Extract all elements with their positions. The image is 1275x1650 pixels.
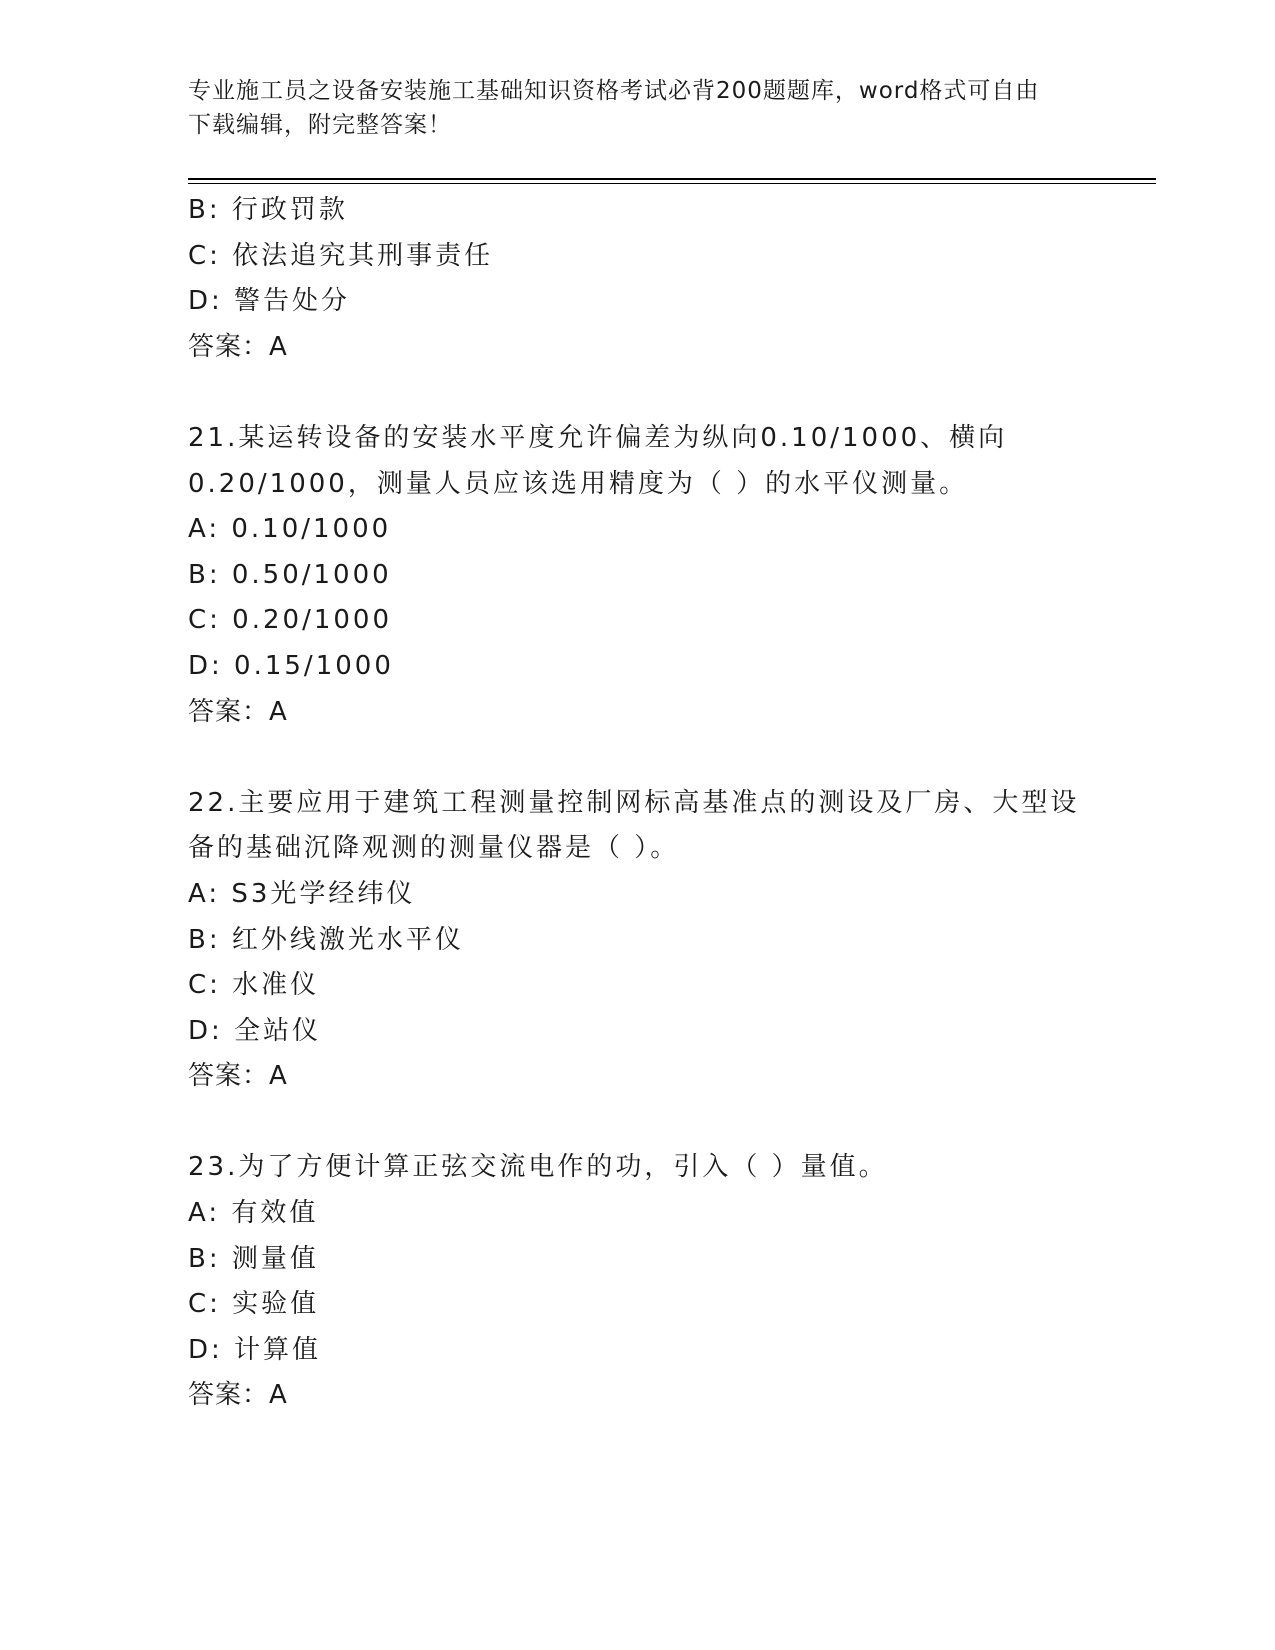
option-d: D: 计算值 xyxy=(188,1334,322,1365)
question-stem-line: 23.为了方便计算正弦交流电作的功，引入（ ）量值。 xyxy=(188,1152,888,1183)
question-23 xyxy=(188,1145,1108,1419)
option-a: A: S3光学经纬仪 xyxy=(188,878,416,909)
option-d: D: 警告处分 xyxy=(188,286,351,317)
header-rule-thin xyxy=(188,183,1156,184)
answer-line: 答案：A xyxy=(188,331,288,362)
option-b: B: 红外线激光水平仪 xyxy=(188,924,464,955)
option-b: B: 行政罚款 xyxy=(188,195,348,225)
option-c: C: 依法追究其刑事责任 xyxy=(188,240,494,271)
answer-line: 答案：A xyxy=(188,1380,288,1411)
question-stem-line: 0.20/1000，测量人员应该选用精度为（ ）的水平仪测量。 xyxy=(188,468,969,499)
option-d: D: 全站仪 xyxy=(188,1015,322,1046)
header-rule-thick xyxy=(188,178,1156,180)
spacer xyxy=(188,1100,1108,1146)
header-line-1: 专业施工员之设备安装施工基础知识资格考试必背200题题库，word格式可自由 xyxy=(188,78,1040,104)
spacer xyxy=(188,370,1108,416)
answer-line: 答案：A xyxy=(188,1061,288,1092)
option-b: B: 0.50/1000 xyxy=(188,559,392,590)
question-stem-line: 22.主要应用于建筑工程测量控制网标高基准点的测设及厂房、大型设 xyxy=(188,787,1080,818)
option-c: C: 水准仪 xyxy=(188,970,320,1001)
question-22 xyxy=(188,781,1108,1100)
option-c: C: 实验值 xyxy=(188,1289,320,1320)
header-line-2: 下载编辑，附完整答案！ xyxy=(188,112,452,138)
question-21 xyxy=(188,416,1108,735)
option-d: D: 0.15/1000 xyxy=(188,650,394,681)
question-content xyxy=(188,188,1108,1419)
question-stem-line: 备的基础沉降观测的测量仪器是（ ）。 xyxy=(188,833,680,864)
option-a: A: 0.10/1000 xyxy=(188,514,392,545)
spacer xyxy=(188,735,1108,781)
option-b: B: 测量值 xyxy=(188,1243,319,1274)
option-c: C: 0.20/1000 xyxy=(188,605,392,636)
question-stem-line: 21.某运转设备的安装水平度允许偏差为纵向0.10/1000、横向 xyxy=(188,422,1008,453)
document-header xyxy=(188,74,1068,142)
option-a: A: 有效值 xyxy=(188,1198,319,1229)
answer-line: 答案：A xyxy=(188,696,288,727)
previous-question-tail xyxy=(188,188,1108,370)
